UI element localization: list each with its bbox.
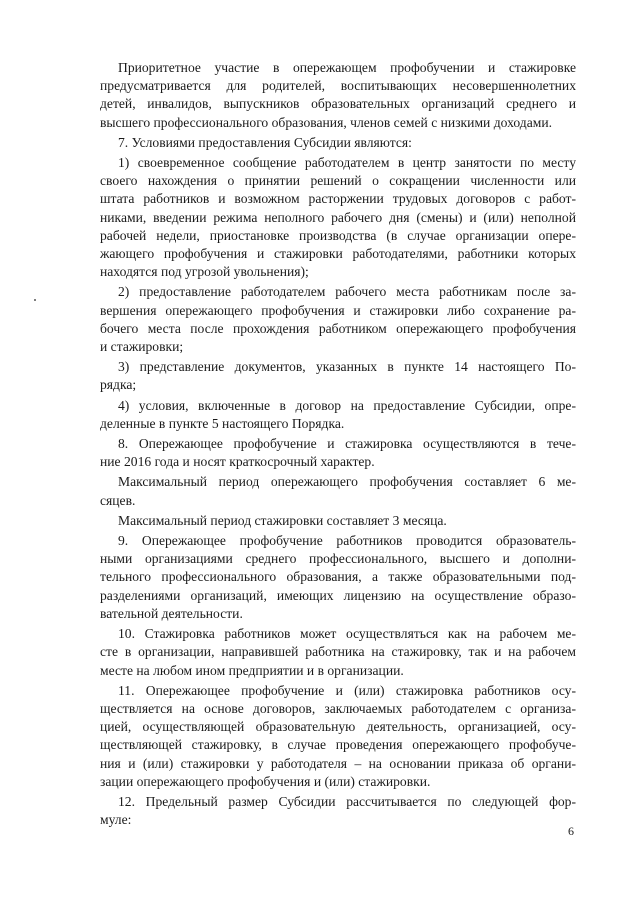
text-line: никами, введении режима неполного рабочего дня (смены) и (или) неполной <box>100 209 576 225</box>
paragraph <box>118 512 576 530</box>
text-line: ществляется на основе договоров, заключаемых работодателем с организа- <box>100 700 576 716</box>
text-line: деленные в пункте 5 настоящего Порядка. <box>100 415 345 431</box>
margin-mark <box>34 299 36 301</box>
text-line: штата работников и возможном расторжении трудовых договоров с работ- <box>100 191 576 207</box>
text-line: 7. Условиями предоставления Субсидии являются: <box>118 134 412 150</box>
text-line: предусматривается для родителей, воспитывающих несовершеннолетних <box>100 78 576 94</box>
text-line: муле: <box>100 812 132 828</box>
text-line: рядка; <box>100 377 137 393</box>
text-line: детей, инвалидов, выпускников образовательных организаций среднего и <box>100 96 576 112</box>
paragraph <box>100 435 576 471</box>
text-line: цией, осуществляющей образовательную деятельность, организацией, осу- <box>100 719 576 735</box>
page-number: 6 <box>568 824 574 838</box>
text-line: рабочей недели, приостановке производства (в случае организации опере- <box>100 227 576 243</box>
text-line: 12. Предельный размер Субсидии рассчитывается по следующей фор- <box>118 793 576 809</box>
text-line: сте в организации, направившей работника на стажировку, так и на рабочем <box>100 644 576 660</box>
text-line: жающего профобучения и стажировки работодателями, работники которых <box>100 246 576 262</box>
text-line: ными организациями среднего профессионального, высшего и дополни- <box>100 551 576 567</box>
text-line: 9. Опережающее профобучение работников проводится образователь- <box>118 533 576 549</box>
paragraph <box>100 358 576 394</box>
text-line: 4) условия, включенные в договор на предоставление Субсидии, опре- <box>118 397 576 413</box>
text-line: 11. Опережающее профобучение и (или) стажировка работников осу- <box>118 682 576 698</box>
text-line: сяцев. <box>100 492 136 508</box>
paragraph <box>100 473 576 509</box>
paragraph <box>100 397 576 433</box>
text-line: 10. Стажировка работников может осуществляться как на рабочем ме- <box>118 626 576 642</box>
text-line: зации опережающего профобучения и (или) стажировки. <box>100 773 431 789</box>
text-line: вательной деятельности. <box>100 605 243 621</box>
text-line: Максимальный период опережающего профобучения составляет 6 ме- <box>118 474 576 490</box>
text-line: бочего места после прохождения работником опережающего профобучения <box>100 320 576 336</box>
paragraph <box>100 532 576 623</box>
paragraph <box>100 283 576 356</box>
paragraph <box>100 682 576 791</box>
text-line: месте на любом ином предприятии и в организации. <box>100 662 404 678</box>
text-line: ния и (или) стажировки у работодателя – на основании приказа об органи- <box>100 755 576 771</box>
text-line: и стажировки; <box>100 339 184 355</box>
text-line: 2) предоставление работодателем рабочего места работникам после за- <box>118 284 576 300</box>
text-line: находятся под угрозой увольнения); <box>100 264 309 280</box>
text-line: разделениями организаций, имеющих лицензию на осуществление образо- <box>100 587 576 603</box>
text-line: Приоритетное участие в опережающем профобучении и стажировке <box>118 60 576 75</box>
text-line: ние 2016 года и носят краткосрочный характер. <box>100 454 375 470</box>
text-line: 8. Опережающее профобучение и стажировка осуществляются в тече- <box>118 436 576 452</box>
text-line: Максимальный период стажировки составляет 3 месяца. <box>118 512 447 528</box>
text-line: 1) своевременное сообщение работодателем в центр занятости по месту <box>118 155 576 171</box>
text-line: своего нахождения о принятии решений о сокращении численности или <box>100 173 576 189</box>
text-line: ществляющей стажировку, в случае проведения опережающего профобуче- <box>100 737 576 753</box>
text-line: 3) представление документов, указанных в пункте 14 настоящего По- <box>118 359 576 375</box>
paragraph <box>100 793 576 829</box>
text-line: вершения опережающего профобучения и стажировки либо сохранение ра- <box>100 302 576 318</box>
text-line: высшего профессионального образования, членов семей с низкими доходами. <box>100 114 552 130</box>
paragraph <box>100 59 576 132</box>
document-body <box>100 59 576 831</box>
paragraph <box>100 154 576 281</box>
paragraph <box>118 134 576 152</box>
paragraph <box>100 625 576 680</box>
text-line: тельного профессионального образования, а также образовательными под- <box>100 569 576 585</box>
